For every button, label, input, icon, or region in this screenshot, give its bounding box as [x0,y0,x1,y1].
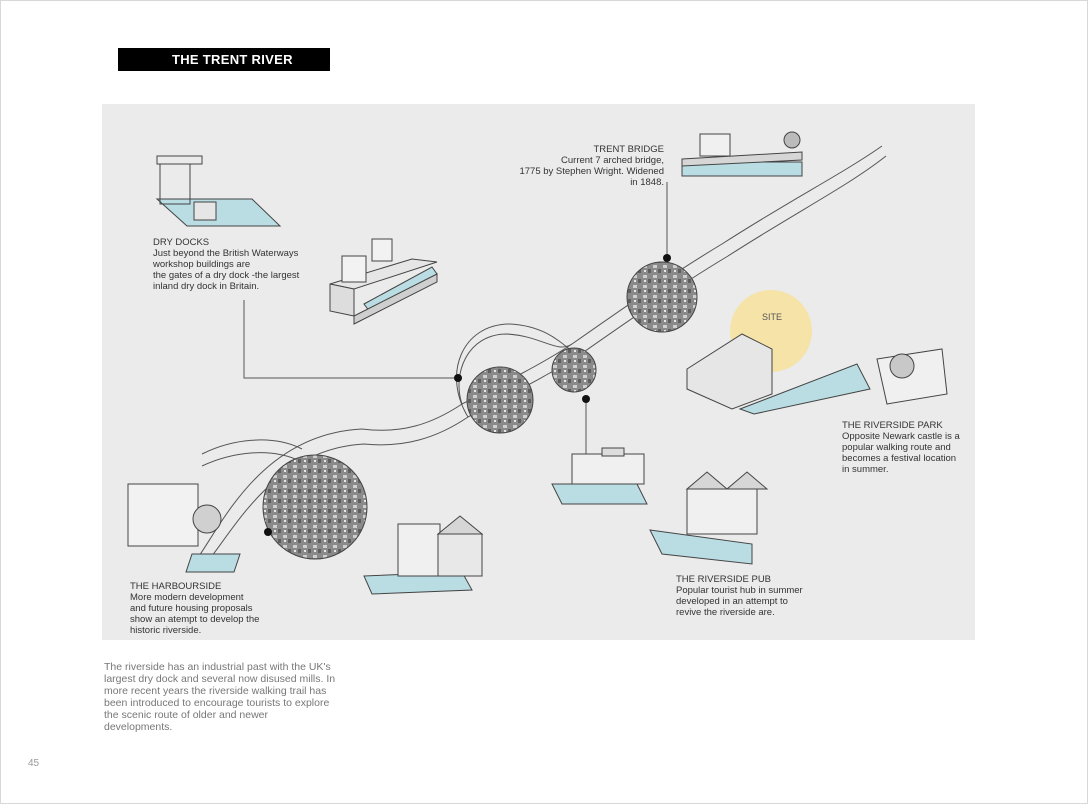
aerial-view-bridge-b [627,262,697,332]
label-dry-docks-heading: DRY DOCKS [153,237,210,248]
label-trent-bridge [498,144,664,188]
label-trent-bridge-line: Current 7 arched bridge, [561,155,664,166]
label-harbourside-line: and future housing proposals [130,603,253,614]
label-riverside-pub-line: revive the riverside are. [676,607,775,618]
label-riverside-pub [676,574,826,618]
label-riverside-park-line: popular walking route and [842,442,951,453]
harbourside-sketch [128,484,240,572]
label-riverside-pub-line: Popular tourist hub in summer [676,585,803,596]
riverside-pub-sketch [650,472,767,564]
river-map-panel [102,104,975,640]
label-trent-bridge-line: 1775 by Stephen Wright. Widened [519,166,664,177]
label-riverside-pub-line: developed in an attempt to [676,596,788,607]
aerial-view-harbour [263,455,367,559]
mill-sketch [364,516,482,594]
castle-sketch [687,334,947,414]
aerial-view-bridge-a [552,348,596,392]
page-caption: The riverside has an industrial past with the UK's largest dry dock and several now disused mills. In more recent years the riverside walking trail has been introduced to encourage tourists to explore the scenic route of older and newer developments. [104,661,336,733]
label-riverside-pub-heading: THE RIVERSIDE PUB [676,574,772,585]
label-harbourside-line: More modern development [130,592,244,603]
leader-lines [244,182,667,454]
label-dry-docks-line: inland dry dock in Britain. [153,281,260,292]
label-harbourside-line: show an atempt to develop the [130,614,260,625]
riverside-houses-sketch [552,448,647,504]
page-title: THE TRENT RIVER [118,48,330,71]
page-number: 45 [28,758,40,769]
label-dry-docks-line: workshop buildings are [153,259,251,270]
dry-docks-sketch [157,156,280,226]
label-trent-bridge-heading: TRENT BRIDGE [593,144,664,155]
aerial-view-castle [467,367,533,433]
site-label: SITE [762,312,783,322]
label-harbourside [130,581,280,636]
label-dry-docks [153,237,333,292]
label-riverside-park-heading: THE RIVERSIDE PARK [842,420,943,431]
label-harbourside-line: historic riverside. [130,625,202,636]
trent-bridge-sketch [682,132,802,176]
label-riverside-park-line: in summer. [842,464,889,475]
label-riverside-park-line: becomes a festival location [842,453,957,464]
label-riverside-park-line: Opposite Newark castle is a [842,431,960,442]
warehouse-sketch [330,239,437,324]
label-trent-bridge-line: in 1848. [630,177,664,188]
label-harbourside-heading: THE HARBOURSIDE [130,581,222,592]
label-riverside-park [842,420,972,475]
label-dry-docks-line: Just beyond the British Waterways [153,248,299,259]
label-dry-docks-line: the gates of a dry dock -the largest [153,270,300,281]
